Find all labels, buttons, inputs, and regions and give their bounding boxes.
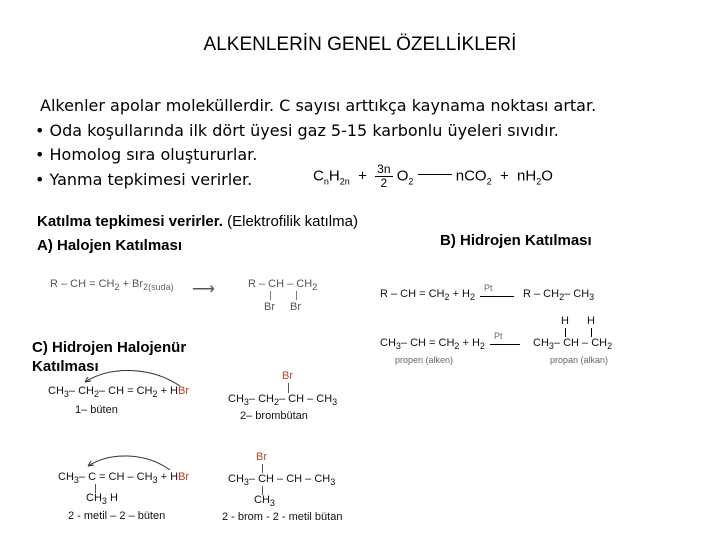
arrow-icon: [480, 296, 514, 297]
hx2-br-top: Br: [256, 451, 267, 463]
addition-heading: [37, 213, 358, 230]
hx2-p-sub2: 3: [330, 477, 336, 488]
hx2-branch-sub: 3: [101, 496, 107, 507]
hx2-p-branch-ch: CH: [254, 494, 270, 506]
hx1-br: Br: [178, 385, 189, 397]
halogen-br-2: Br: [290, 301, 301, 313]
hx1-p-mid: – CH: [248, 393, 274, 405]
hyd-alkane-sub: 2: [559, 292, 565, 303]
hx2-mid: – C = CH – CH: [78, 471, 153, 483]
hx2-sub: 3: [73, 475, 79, 486]
propan-mid: – CH – CH: [553, 337, 608, 349]
hx2-reactant: [58, 471, 189, 485]
hx1-name-right: 2– brombütan: [240, 410, 308, 422]
addition-heading-note: (Elektrofilik katılma): [222, 213, 358, 230]
halogen-br-1: Br: [264, 301, 275, 313]
bond-line: [296, 291, 297, 300]
hx2-sub2: 3: [152, 475, 158, 486]
propan-label: propan (alkan): [550, 355, 609, 365]
page-title: ALKENLERİN GENEL ÖZELLİKLERİ: [203, 34, 517, 55]
plus-sign-2: +: [499, 167, 509, 185]
hyd-alkene-sub: 2: [444, 292, 450, 303]
section-b-title: B) Hidrojen Katılması: [440, 232, 592, 249]
hx1-sub2: 2: [93, 389, 99, 400]
formula-h: H: [328, 167, 340, 185]
formula-c: C: [313, 167, 324, 185]
co2-product: nCO: [455, 167, 487, 185]
oxygen-sub: 2: [408, 176, 414, 187]
hyd-alkane-sub2: 3: [589, 292, 595, 303]
propen-mid: – CH = CH: [400, 337, 455, 349]
bond-line: [565, 328, 566, 337]
hx2-branch: [86, 492, 118, 506]
bond-line: [591, 328, 592, 337]
propen-label: propen (alken): [395, 355, 454, 365]
hx2-product: [228, 473, 335, 487]
h2o-sub: 2: [536, 176, 542, 187]
hx2-p-sub: 3: [243, 477, 249, 488]
hyd-h2: + H: [452, 288, 471, 300]
plus-sign: +: [358, 167, 367, 185]
formula-n: n: [323, 176, 329, 187]
hydrogen-h-1: H: [561, 315, 569, 327]
hx1-p-sub: 3: [243, 397, 249, 408]
hx2-p-mid: – CH – CH – CH: [248, 473, 331, 485]
catalyst-label-2: Pt: [494, 331, 503, 341]
hydrogen-eq1-right: [523, 288, 594, 302]
propen-sub: 3: [395, 341, 401, 352]
hx2-name-left: 2 - metil – 2 – büten: [68, 510, 166, 522]
hx2-p-ch3: CH: [228, 473, 244, 485]
bond-line: [288, 383, 289, 393]
addition-heading-bold: Katılma tepkimesi verirler.: [37, 213, 223, 230]
hydrogen-eq1-left: [380, 288, 475, 302]
hx1-mid: – CH: [68, 385, 94, 397]
halogen-br2: + Br: [122, 278, 144, 290]
halogen-reactant: [50, 278, 174, 292]
catalyst-label: Pt: [484, 283, 493, 293]
propan-sub: 3: [548, 341, 554, 352]
hx1-hbr: + H: [160, 385, 178, 397]
property-line-2: • Oda koşullarında ilk dört üyesi gaz 5-15 karbonlu üyeleri sıvıdır.: [35, 121, 559, 140]
propen-ch3: CH: [380, 337, 396, 349]
property-line-4: • Yanma tepkimesi verirler.: [35, 170, 253, 189]
arrow-icon: [490, 344, 520, 345]
hyd-alkane: R – CH: [523, 288, 560, 300]
co2-sub: 2: [486, 176, 492, 187]
propen-h2: + H: [462, 337, 480, 349]
hx1-name-left: 1– büten: [75, 404, 118, 416]
hx1-reactant: [48, 385, 189, 399]
hx2-h-mark: H: [109, 492, 118, 504]
propen-sub2: 2: [454, 341, 460, 352]
hx2-branch-ch: CH: [86, 492, 102, 504]
hx1-p-sub2: 2: [273, 397, 279, 408]
hx2-ch3: CH: [58, 471, 74, 483]
bond-line: [262, 464, 263, 473]
formula-2n: 2n: [339, 176, 350, 187]
hx1-p-ch3: CH: [228, 393, 244, 405]
hx2-p-branch-sub: 3: [269, 498, 275, 509]
hx1-p-end: – CH – CH: [278, 393, 333, 405]
halogen-note: 2(suda): [143, 282, 174, 293]
propan-ch3: CH: [533, 337, 549, 349]
hx1-ch3: CH: [48, 385, 64, 397]
hyd-alkene: R – CH = CH: [380, 288, 445, 300]
h2o-end: O: [541, 167, 553, 185]
fraction-denominator: 2: [380, 176, 388, 190]
arrow-icon: [418, 174, 452, 175]
halogen-product-chain: R – CH – CH: [248, 278, 313, 290]
hx1-sub: 3: [63, 389, 69, 400]
hx1-end: – CH = CH: [98, 385, 153, 397]
halogen-product-sub: 2: [312, 282, 318, 293]
bond-line: [270, 291, 271, 300]
section-a-title: A) Halojen Katılması: [37, 237, 183, 254]
hx1-p-sub3: 3: [332, 397, 338, 408]
halogen-alkene-sub: 2: [114, 282, 120, 293]
fraction: [375, 163, 392, 190]
property-line-3: • Homolog sıra oluştururlar.: [35, 145, 258, 164]
hx1-sub3: 2: [152, 389, 158, 400]
hydrogen-h-2: H: [587, 315, 595, 327]
section-c-title: C) Hidrojen Halojenür Katılması: [32, 339, 187, 375]
halogen-arrow-icon: ⟶: [192, 281, 215, 298]
hx1-br-top: Br: [282, 370, 293, 382]
fraction-numerator: 3n: [377, 162, 391, 176]
hx1-product: [228, 393, 337, 407]
property-line-1: Alkenler apolar moleküllerdir. C sayısı arttıkça kaynama noktası artar.: [40, 96, 597, 115]
halogen-product: [248, 278, 317, 292]
h2o-product: nH: [517, 167, 537, 185]
hyd-alkane-end: – CH: [564, 288, 590, 300]
hydrogen-eq2-left: [380, 337, 485, 351]
hx2-br: Br: [178, 471, 190, 483]
propen-h2-sub: 2: [479, 341, 485, 352]
propan-sub2: 2: [607, 341, 613, 352]
combustion-equation: [313, 163, 553, 190]
hx2-name-right: 2 - brom - 2 - metil bütan: [222, 511, 343, 523]
hx2-p-branch: [254, 494, 275, 508]
hydrogen-eq2-right: [533, 337, 612, 351]
hx2-hbr: + H: [160, 471, 179, 483]
oxygen: O: [396, 167, 409, 185]
halogen-alkene: R – CH = CH: [50, 278, 115, 290]
hyd-h2-sub: 2: [470, 292, 476, 303]
